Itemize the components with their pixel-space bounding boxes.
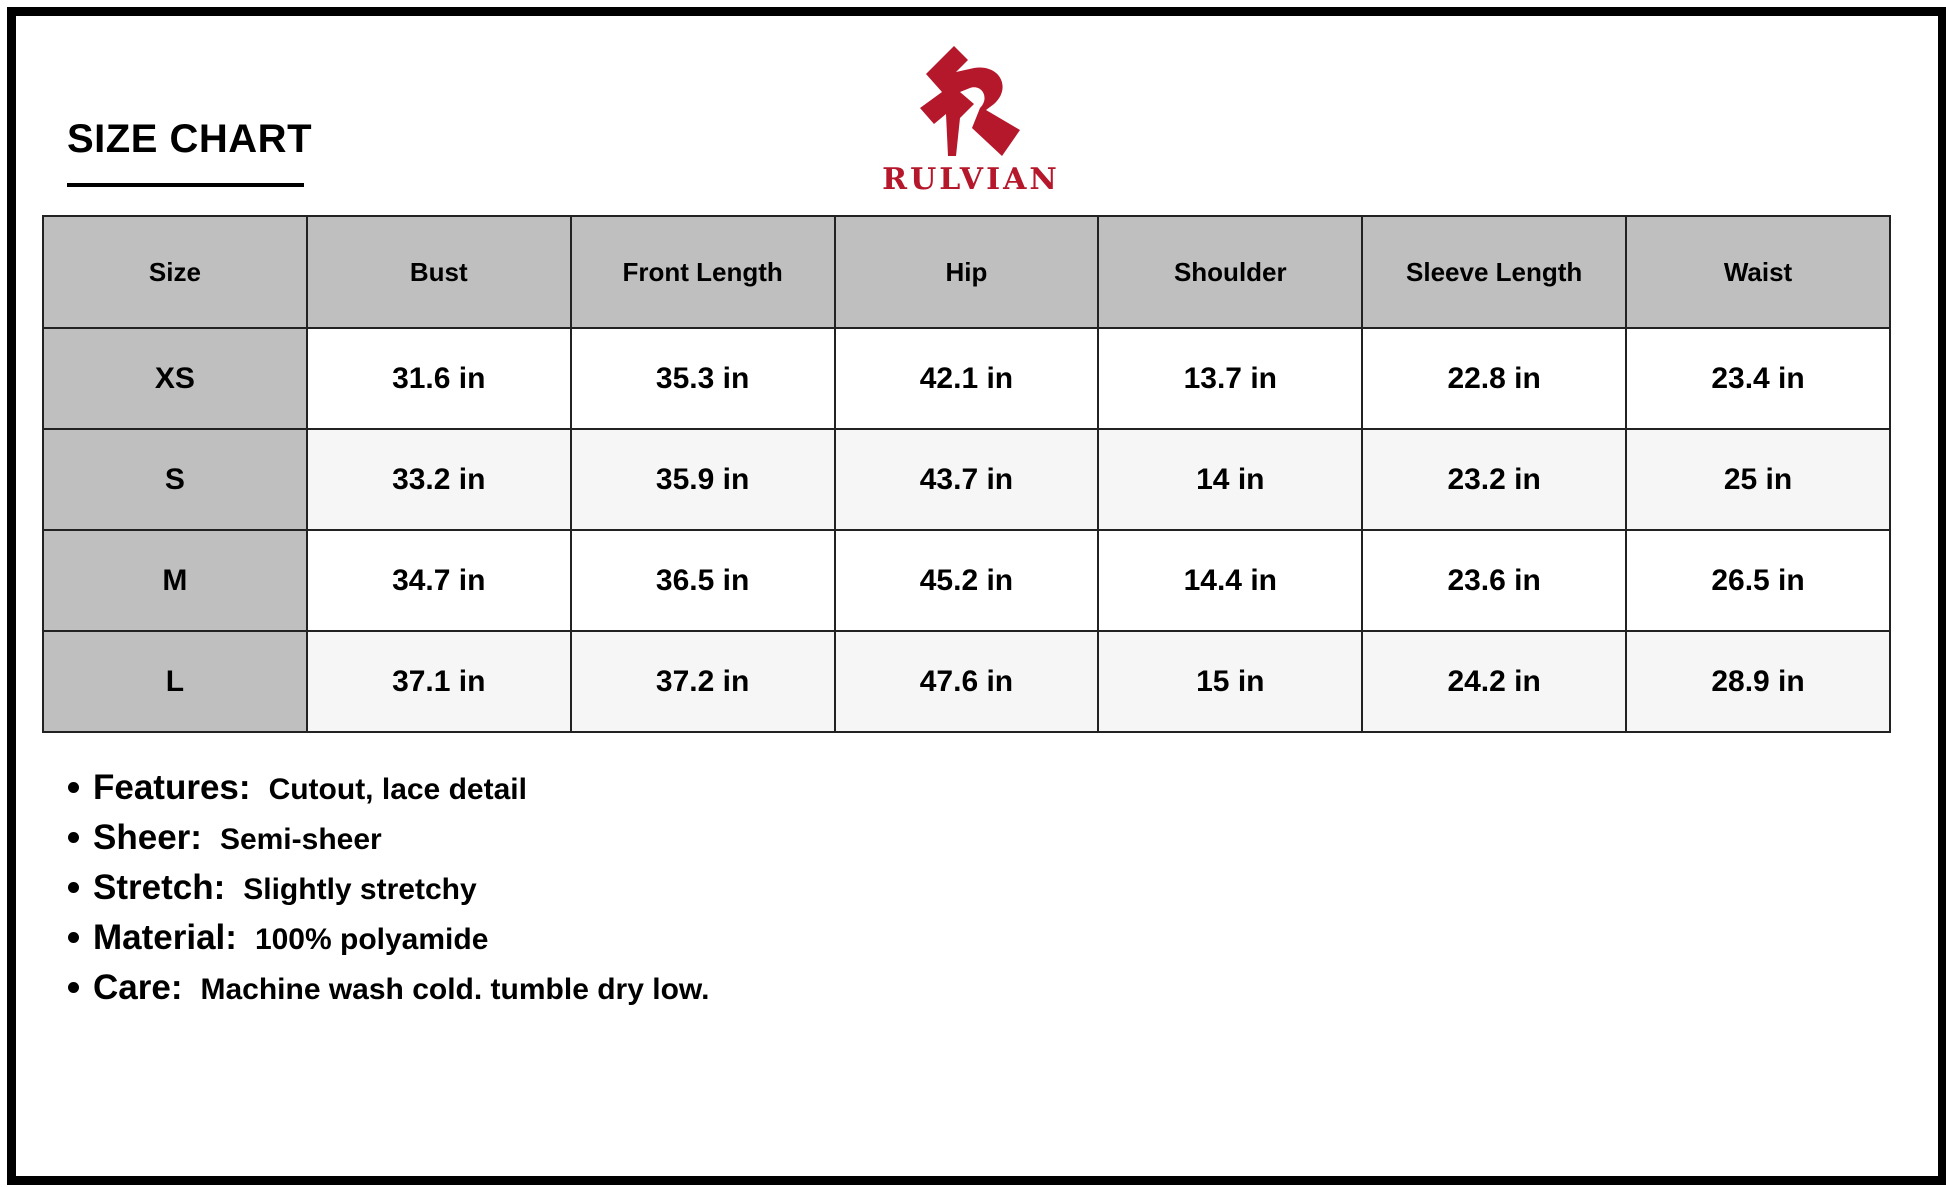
table-cell: 35.3 in bbox=[571, 328, 835, 429]
table-cell: 28.9 in bbox=[1626, 631, 1890, 732]
table-cell: 37.1 in bbox=[307, 631, 571, 732]
table-cell: 26.5 in bbox=[1626, 530, 1890, 631]
table-cell: 42.1 in bbox=[835, 328, 1099, 429]
header-front-length: Front Length bbox=[571, 216, 835, 328]
feature-list bbox=[68, 768, 709, 1018]
table-cell: 15 in bbox=[1098, 631, 1362, 732]
table-cell: 33.2 in bbox=[307, 429, 571, 530]
table-cell: 34.7 in bbox=[307, 530, 571, 631]
brand-logo bbox=[868, 44, 1074, 214]
table-row bbox=[43, 429, 1890, 530]
title-underline bbox=[67, 183, 304, 187]
table-row bbox=[43, 530, 1890, 631]
list-item bbox=[68, 818, 709, 868]
table-cell: 24.2 in bbox=[1362, 631, 1626, 732]
feature-label: Sheer: bbox=[93, 818, 202, 857]
size-cell: S bbox=[43, 429, 307, 530]
bullet-icon bbox=[68, 932, 79, 943]
table-row bbox=[43, 631, 1890, 732]
bullet-icon bbox=[68, 882, 79, 893]
header-shoulder: Shoulder bbox=[1098, 216, 1362, 328]
list-item bbox=[68, 918, 709, 968]
header-waist: Waist bbox=[1626, 216, 1890, 328]
list-item bbox=[68, 968, 709, 1018]
table-cell: 31.6 in bbox=[307, 328, 571, 429]
table-cell: 22.8 in bbox=[1362, 328, 1626, 429]
list-item bbox=[68, 868, 709, 918]
table-cell: 23.2 in bbox=[1362, 429, 1626, 530]
table-cell: 35.9 in bbox=[571, 429, 835, 530]
header-hip: Hip bbox=[835, 216, 1099, 328]
table-row bbox=[43, 328, 1890, 429]
size-cell: L bbox=[43, 631, 307, 732]
table-cell: 45.2 in bbox=[835, 530, 1099, 631]
feature-label: Care: bbox=[93, 968, 183, 1007]
table-cell: 37.2 in bbox=[571, 631, 835, 732]
table-cell: 25 in bbox=[1626, 429, 1890, 530]
stylized-r-logo-icon bbox=[916, 44, 1026, 156]
page-title: SIZE CHART bbox=[67, 117, 312, 161]
table-cell: 14 in bbox=[1098, 429, 1362, 530]
size-cell: XS bbox=[43, 328, 307, 429]
bullet-icon bbox=[68, 782, 79, 793]
header-sleeve-length: Sleeve Length bbox=[1362, 216, 1626, 328]
list-item bbox=[68, 768, 709, 818]
feature-label: Material: bbox=[93, 918, 237, 957]
size-cell: M bbox=[43, 530, 307, 631]
header-size: Size bbox=[43, 216, 307, 328]
feature-value: Cutout, lace detail bbox=[268, 773, 527, 806]
feature-label: Features: bbox=[93, 768, 251, 807]
table-cell: 36.5 in bbox=[571, 530, 835, 631]
table-cell: 43.7 in bbox=[835, 429, 1099, 530]
feature-value: Semi-sheer bbox=[219, 823, 382, 856]
feature-value: Slightly stretchy bbox=[243, 873, 477, 906]
feature-value: Machine wash cold. tumble dry low. bbox=[200, 973, 710, 1006]
brand-name: RULVIAN bbox=[882, 162, 1060, 197]
size-table bbox=[42, 215, 1891, 733]
bullet-icon bbox=[68, 982, 79, 993]
bullet-icon bbox=[68, 832, 79, 843]
feature-value: 100% polyamide bbox=[254, 923, 489, 956]
table-cell: 23.4 in bbox=[1626, 328, 1890, 429]
feature-label: Stretch: bbox=[93, 868, 226, 907]
table-cell: 14.4 in bbox=[1098, 530, 1362, 631]
table-header-row bbox=[43, 216, 1890, 328]
header-bust: Bust bbox=[307, 216, 571, 328]
table-cell: 47.6 in bbox=[835, 631, 1099, 732]
table-cell: 13.7 in bbox=[1098, 328, 1362, 429]
table-cell: 23.6 in bbox=[1362, 530, 1626, 631]
